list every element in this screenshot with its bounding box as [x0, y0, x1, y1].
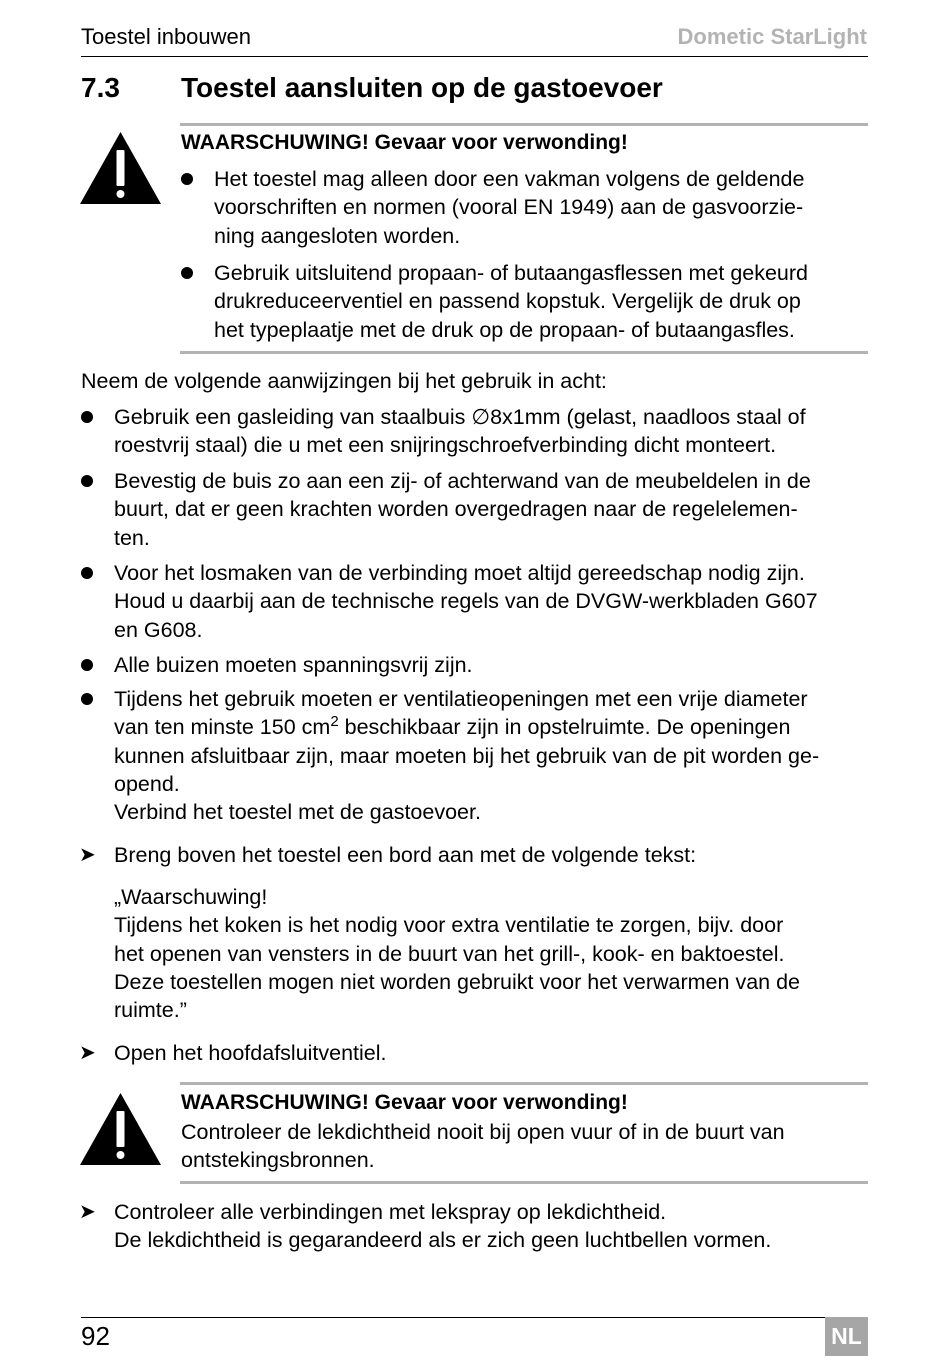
- text-line: het typeplaatje met de druk op de propaan- of butaangasfles.: [214, 317, 795, 342]
- text-line: Gebruik uitsluitend propaan- of butaangasflessen met gekeurd: [214, 261, 809, 285]
- text-line: opend.: [114, 771, 180, 796]
- section-title: Toestel aansluiten op de gastoevoer: [181, 72, 663, 103]
- instruction-item: [114, 559, 818, 644]
- text-line: Deze toestellen mogen niet worden gebruikt voor het verwarmen van de: [114, 969, 800, 994]
- bullet-dot-icon: [181, 267, 193, 279]
- text-line: Gebruik een gasleiding van staalbuis ∅8x1mm (gelast, naadloos staal of: [114, 405, 806, 429]
- running-header-brand: Dometic StarLight: [677, 24, 867, 49]
- text-line: en G608.: [114, 617, 203, 642]
- text-line: Bevestig de buis zo aan een zij- of achterwand van de meubeldelen in de: [114, 469, 811, 493]
- running-header-section: Toestel inbouwen: [81, 24, 252, 49]
- bullet-dot-icon: [81, 475, 93, 487]
- text-segment: van ten minste 150 cm: [114, 715, 331, 740]
- text-line: Verbind het toestel met de gastoevoer.: [114, 800, 481, 825]
- text-line: Controleer de lekdichtheid nooit bij open vuur of in de buurt van: [181, 1120, 785, 1144]
- text-line: roestvrij staal) die u met een snijringschroefverbinding dicht monteert.: [114, 433, 777, 458]
- text-line: ontstekingsbronnen.: [181, 1148, 375, 1173]
- footer-divider: [81, 1317, 868, 1318]
- instruction-item: [114, 467, 811, 552]
- intro-text: Neem de volgende aanwijzingen bij het gebruik in acht:: [81, 369, 607, 393]
- bullet-dot-icon: [181, 173, 193, 185]
- warning-heading: WAARSCHUWING! Gevaar voor verwonding!: [181, 131, 628, 154]
- bullet-dot-icon: [81, 693, 93, 705]
- instruction-item: [114, 651, 473, 679]
- warning-text: [181, 1118, 785, 1175]
- text-segment: beschikbaar zijn in opstelruimte. De openingen: [338, 715, 791, 740]
- text-line: De lekdichtheid is gegarandeerd als er zich geen luchtbellen vormen.: [114, 1228, 772, 1253]
- arrow-right-icon: ➤: [79, 1042, 96, 1064]
- text-line: ruimte.”: [114, 998, 187, 1023]
- section-number: 7.3: [81, 72, 120, 103]
- text-line: Voor het losmaken van de verbinding moet altijd gereedschap nodig zijn.: [114, 561, 805, 585]
- instruction-item: [114, 403, 806, 460]
- text-line: voorschriften en normen (vooral EN 1949) aan de gasvoorzie-: [214, 195, 804, 220]
- text-line: ten.: [114, 525, 150, 550]
- superscript: 2: [330, 713, 339, 731]
- arrow-right-icon: ➤: [79, 1201, 96, 1223]
- text-line: Controleer alle verbindingen met lekspray op lekdichtheid.: [114, 1200, 667, 1224]
- text-line: Tijdens het koken is het nodig voor extra ventilatie te zorgen, bijv. door: [114, 913, 784, 938]
- warning-bullet: [214, 165, 804, 250]
- warning-triangle-icon: [80, 1093, 161, 1165]
- header-divider: [81, 56, 868, 57]
- warning-top-rule: [180, 123, 868, 126]
- bullet-dot-icon: [81, 567, 93, 579]
- text-line: buurt, dat er geen krachten worden overgedragen naar de regelelemen-: [114, 497, 798, 522]
- warning-bottom-rule: [180, 351, 868, 354]
- warning-bottom-rule: [180, 1181, 868, 1184]
- sign-quote: [114, 883, 800, 1024]
- text-line: [114, 713, 819, 741]
- step-text: Breng boven het toestel een bord aan met de volgende tekst:: [114, 843, 697, 867]
- text-line: Houd u daarbij aan de technische regels van de DVGW-werkbladen G607: [114, 589, 818, 614]
- text-line: „Waarschuwing!: [114, 885, 268, 909]
- step-text: [114, 1198, 771, 1255]
- bullet-dot-icon: [81, 659, 93, 671]
- page-number: 92: [81, 1321, 110, 1351]
- warning-top-rule: [180, 1082, 868, 1085]
- text-line: kunnen afsluitbaar zijn, maar moeten bij het gebruik van de pit worden ge-: [114, 743, 820, 768]
- text-line: het openen van vensters in de buurt van het grill-, kook- en baktoestel.: [114, 941, 785, 966]
- warning-heading: WAARSCHUWING! Gevaar voor verwonding!: [181, 1091, 628, 1114]
- text-line: drukreduceerventiel en passend kopstuk. Vergelijk de druk op: [214, 289, 801, 314]
- language-badge: NL: [825, 1317, 868, 1356]
- text-line: Alle buizen moeten spanningsvrij zijn.: [114, 653, 473, 677]
- step-text: Open het hoofdafsluitventiel.: [114, 1041, 387, 1065]
- instruction-item-ventilation: [114, 685, 819, 826]
- warning-bullet: [214, 259, 808, 344]
- bullet-dot-icon: [81, 411, 93, 423]
- text-line: ning aangesloten worden.: [214, 223, 461, 248]
- arrow-right-icon: ➤: [79, 844, 96, 866]
- text-line: Tijdens het gebruik moeten er ventilatieopeningen met een vrije diameter: [114, 687, 808, 711]
- text-line: Het toestel mag alleen door een vakman volgens de geldende: [214, 167, 805, 191]
- warning-triangle-icon: [80, 132, 161, 204]
